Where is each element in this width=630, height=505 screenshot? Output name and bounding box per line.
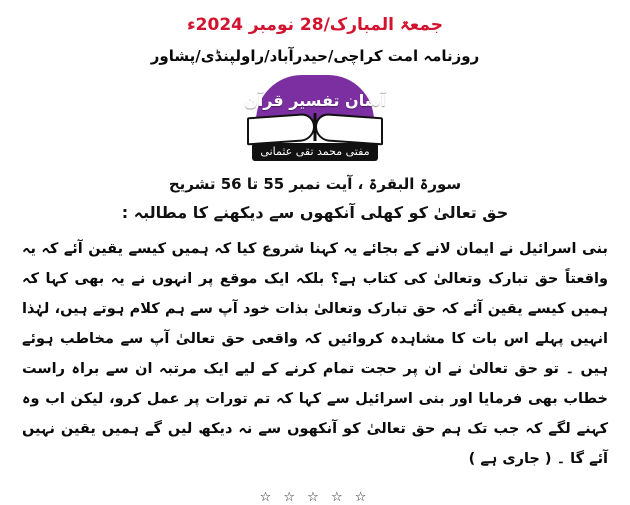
asan-tafseer-quran-logo bbox=[241, 75, 389, 161]
footer-stars: ☆ ☆ ☆ ☆ ☆ bbox=[259, 490, 371, 505]
logo-container bbox=[18, 75, 612, 161]
article-body: بنی اسرائیل نے ایمان لانے کے بجائے یہ کہنا شروع کیا کہ ہمیں کیسے یقین آئے کہ یہ واقعتاً حق تبارک وتعالیٰ کی کتاب ہے؟ بلکہ ایک موقع پر انہوں نے یہ بھی کہا کہ ہمیں کیسے یقین آئے کہ حق تبارک وتعالیٰ بذات خود آپ سے ہم کلام ہوتے ہیں، لہٰذا انہیں پہلے اس بات کا مشاہدہ کروائیں کہ واقعی حق تعالیٰ آپ سے مخاطب ہوئے ہیں ۔ تو حق تعالیٰ نے ان پر حجت تمام کرنے کے لیے ایک مرتبہ ان سے براہ راست خطاب بھی فرمایا اور بنی اسرائیل سے کہا کہ تم تورات پر عمل کرو، لیکن اب وہ کہنے لگے کہ جب تک ہم حق تعالیٰ کو آنکھوں سے نہ دیکھ لیں گے ہمیں یقین نہیں آئے گا ۔ ( جاری ہے ) bbox=[22, 241, 608, 467]
book-left-page-icon bbox=[247, 113, 315, 146]
logo-author-ribbon: مفتی محمد تقی عثمانی bbox=[252, 143, 378, 161]
book-spine-icon bbox=[314, 113, 317, 141]
open-book-icon bbox=[245, 115, 385, 141]
surah-reference-line: سورۃ البقرۃ ، آیت نمبر 55 تا 56 تشریح bbox=[168, 175, 462, 193]
book-right-page-icon bbox=[315, 113, 383, 146]
date-line: جمعۃ المبارک/28 نومبر 2024ء bbox=[186, 15, 444, 35]
article-headline: حق تعالیٰ کو کھلی آنکھوں سے دیکھنے کا مطالبہ : bbox=[121, 203, 509, 222]
logo-title: آسان تفسیر قرآن bbox=[244, 91, 386, 110]
editions-line: روزنامہ امت کراچی/حیدرآباد/راولپنڈی/پشاور bbox=[150, 47, 480, 65]
